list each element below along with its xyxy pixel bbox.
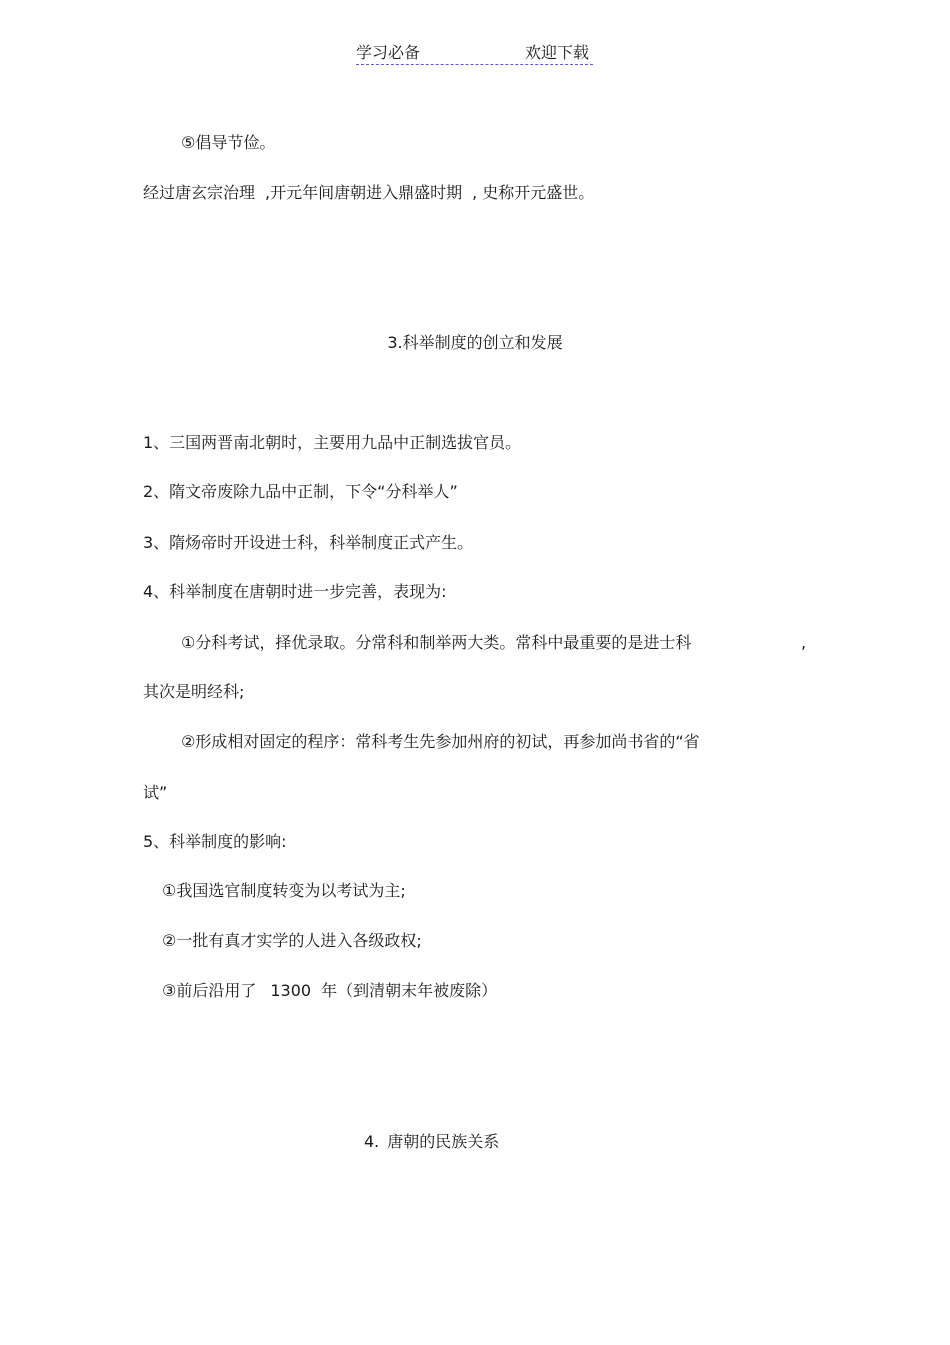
section-heading-4 [364,1131,499,1153]
page-header [356,42,593,65]
heading-number: 4. [364,1132,380,1151]
text-line: 4、科举制度在唐朝时进一步完善，表现为: [143,582,447,601]
text-line [162,980,497,1002]
text-span: 年（到清朝末年被废除） [321,981,498,1000]
text-span: ③前后沿用了 [162,981,257,1000]
header-left-text: 学习必备 [356,43,421,62]
text-span: , 史称开元盛世。 [472,183,595,202]
text-line: 试” [143,783,168,802]
text-line: , [801,633,807,652]
text-line: 5、科举制度的影响: [143,832,287,851]
section-heading-3: 3.科举制度的创立和发展 [387,333,563,352]
text-span: 1300 [270,981,312,1000]
text-span: ,开元年间唐朝进入鼎盛时期 [265,183,463,202]
text-line: ①我国选官制度转变为以考试为主; [162,881,406,900]
text-line: ②形成相对固定的程序：常科考生先参加州府的初试，再参加尚书省的“省 [181,732,700,751]
text-span: 经过唐玄宗治理 [143,183,256,202]
text-line: 3、隋炀帝时开设进士科，科举制度正式产生。 [143,533,474,552]
header-right-text: 欢迎下载 [524,43,589,62]
text-line: ②一批有真才实学的人进入各级政权; [162,931,422,950]
heading-title: 唐朝的民族关系 [387,1132,500,1151]
text-line [143,182,594,204]
text-line: ①分科考试，择优录取。分常科和制举两大类。常科中最重要的是进士科 [181,633,692,652]
text-line: 1、三国两晋南北朝时，主要用九品中正制选拔官员。 [143,433,522,452]
text-line: ⑤倡导节俭。 [181,133,276,152]
text-line: 2、隋文帝废除九品中正制，下令“分科举人” [143,482,458,501]
text-line: 其次是明经科; [143,682,245,701]
